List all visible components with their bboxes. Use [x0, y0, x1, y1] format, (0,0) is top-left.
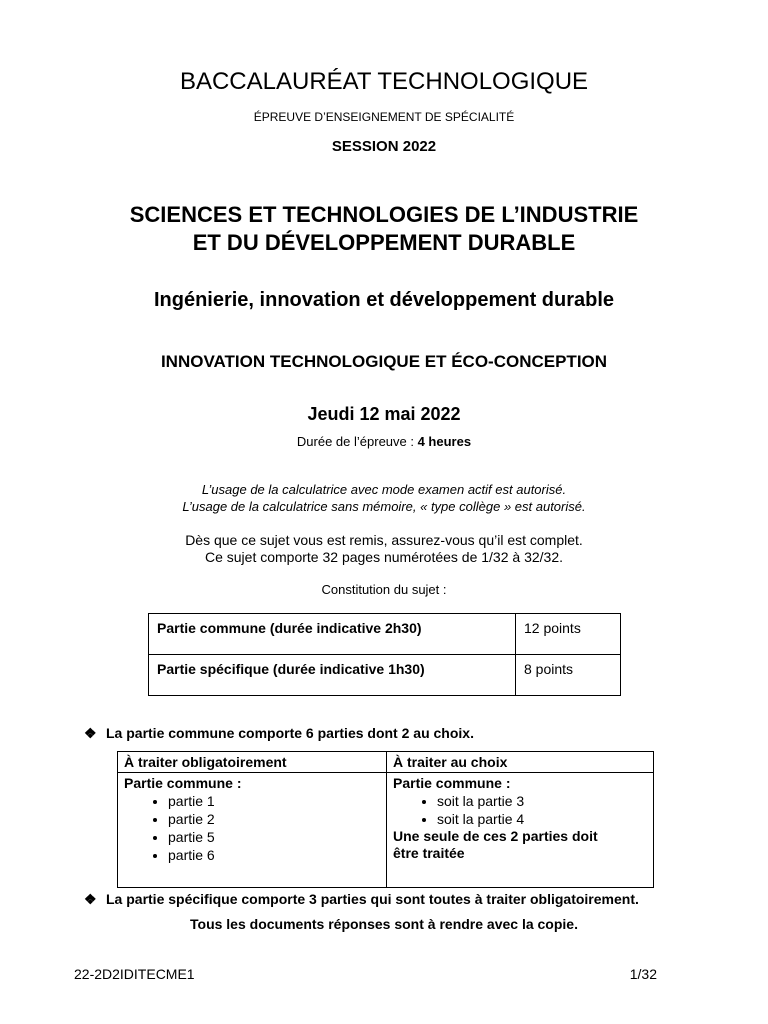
col-header-choice: À traiter au choix [387, 752, 654, 773]
list-item: • partie 6 [168, 846, 380, 864]
duration [0, 434, 768, 449]
diamond-bullet-icon: ❖ [84, 891, 97, 907]
choice-note-line1: Une seule de ces 2 parties doit [393, 828, 598, 844]
calculator-note-2: L’usage de la calculatrice sans mémoire, « type collège » est autorisé. [182, 499, 586, 514]
calculator-note-1: L’usage de la calculatrice avec mode examen actif est autorisé. [201, 482, 567, 497]
mandatory-title: Partie commune : [124, 775, 242, 791]
subject-title-line1: SCIENCES ET TECHNOLOGIES DE L’INDUSTRIE [129, 202, 639, 227]
footer-code: 22-2D2IDITECME1 [74, 966, 195, 982]
table-row [149, 655, 621, 696]
list-item: • soit la partie 3 [437, 792, 647, 810]
choice-cell [387, 773, 654, 888]
exam-date: Jeudi 12 mai 2022 [307, 404, 461, 424]
duration-label: Durée de l’épreuve : [296, 434, 418, 449]
constitution-label: Constitution du sujet : [321, 582, 447, 597]
bullet-text: La partie commune comporte 6 parties dont 2 au choix. [106, 725, 474, 741]
subject-subtitle: Ingénierie, innovation et développement durable [153, 289, 615, 311]
mandatory-list [124, 792, 380, 864]
option-title: INNOVATION TECHNOLOGIQUE ET ÉCO-CONCEPTION [160, 352, 608, 371]
mandatory-cell [118, 773, 387, 888]
part-name: Partie commune (durée indicative 2h30) [149, 614, 516, 655]
epreuve-label: ÉPREUVE D’ENSEIGNEMENT DE SPÉCIALITÉ [253, 110, 515, 124]
diamond-bullet-icon: ❖ [84, 725, 97, 741]
part-points: 12 points [516, 614, 621, 655]
session-label: SESSION 2022 [331, 138, 437, 155]
bullet-line-2 [84, 891, 639, 908]
bullet-text: La partie spécifique comporte 3 parties qui sont toutes à traiter obligatoirement. [106, 891, 639, 907]
table-row [118, 752, 654, 773]
list-item: • partie 1 [168, 792, 380, 810]
list-item: • partie 2 [168, 810, 380, 828]
list-item: • soit la partie 4 [437, 810, 647, 828]
choice-note-line2: être traitée [393, 845, 465, 861]
completeness-note-1: Dès que ce sujet vous est remis, assurez-vous qu’il est complet. [185, 532, 583, 548]
table-row [118, 773, 654, 888]
col-header-mandatory: À traiter obligatoirement [118, 752, 387, 773]
parts-table [148, 613, 621, 696]
list-item: • partie 5 [168, 828, 380, 846]
part-points: 8 points [516, 655, 621, 696]
page-number: 1/32 [629, 966, 657, 982]
subject-title-line2: ET DU DÉVELOPPEMENT DURABLE [192, 230, 576, 255]
choice-table [117, 751, 654, 888]
exam-title: BACCALAURÉAT TECHNOLOGIQUE [179, 68, 589, 95]
duration-value: 4 heures [417, 434, 472, 449]
part-name: Partie spécifique (durée indicative 1h30) [149, 655, 516, 696]
completeness-note-2: Ce sujet comporte 32 pages numérotées de 1/32 à 32/32. [204, 549, 563, 565]
choice-list [393, 792, 647, 828]
table-row [149, 614, 621, 655]
bullet-line-1 [84, 725, 474, 742]
choice-title: Partie commune : [393, 775, 511, 791]
documents-note: Tous les documents réponses sont à rendre avec la copie. [190, 916, 578, 932]
